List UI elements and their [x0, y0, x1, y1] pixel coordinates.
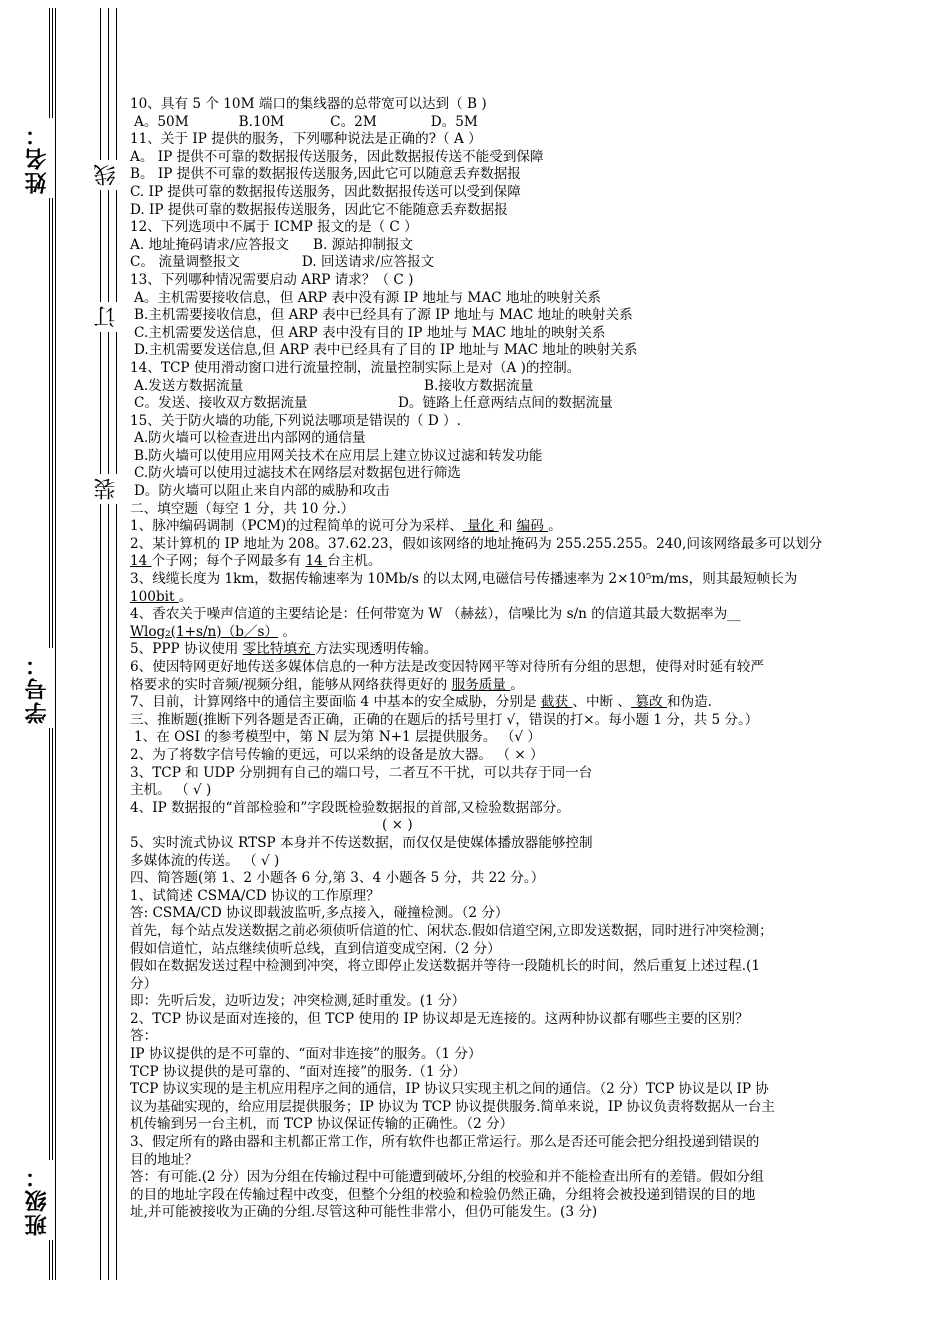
q11-option-a: A。 IP 提供不可靠的数据报传送服务，因此数据报传送不能受到保障: [130, 148, 544, 165]
short-2-answer-4: 议为基础实现的，给应用层提供服务；IP 协议为 TCP 协议提供服务.简单来说，IP 协议负责将数据从一台主: [130, 1098, 775, 1115]
judge-3-line-2: 主机。 （ √ ): [130, 782, 212, 799]
q15-option-a: A.防火墙可以检查进出内部网的通信量: [134, 430, 366, 447]
q10-option-a: A。50M: [134, 113, 189, 130]
fill-2-mid: 个子网；每个子网最多有: [151, 553, 306, 570]
q15-option-b: B.防火墙可以使用应用网关技术在应用层上建立协议过滤和转发功能: [134, 447, 543, 464]
q14-option-c: C。发送、接收双方数据流量: [134, 395, 308, 412]
fill-3-line-1: 3、线缆长度为 1km，数据传输速率为 10Mb/s 的以太网,电磁信号传播速率为 2×10⁵m/ms，则其最短帧长为: [130, 571, 798, 588]
short-1-answer-2: 首先，每个站点发送数据之前必须侦听信道的忙、闲状态.假如信道空闲,立即发送数据，同时进行冲突检测；: [130, 922, 773, 939]
seam-xian: 线: [91, 160, 122, 190]
fill-3-answer: 100bit: [130, 588, 179, 605]
exam-content: [130, 96, 910, 1222]
q11-option-b: B。 IP 提供不可靠的数据报传送服务,因此它可以随意丢弃数据报: [130, 166, 521, 183]
q12-stem: 12、下列选项中不属于 ICMP 报文的是（ C ）: [130, 219, 418, 236]
q15-stem: 15、关于防火墙的功能,下列说法哪项是错误的（ D ）.: [130, 412, 461, 429]
q12-options-ab: [130, 237, 910, 255]
q13-option-a: A。主机需要接收信息，但 ARP 表中没有源 IP 地址与 MAC 地址的映射关系: [134, 289, 602, 306]
judge-4-line-1: 4、IP 数据报的“首部检验和”字段既检验数据报的首部,又检验数据部分。: [130, 799, 570, 816]
fill-6-text: 格要求的实时音频/视频分组，能够从网络获得更好的: [130, 676, 452, 693]
fill-2-answer-2: 14: [305, 553, 328, 570]
short-2-answer-3: TCP 协议实现的是主机应用程序之间的通信，IP 协议只实现主机之间的通信。（2 分）TCP 协议是以 IP 协: [130, 1081, 769, 1098]
seam-ding: 订: [91, 302, 122, 332]
fill-2-answer-1: 14: [130, 553, 152, 570]
short-1-answer-3: 假如信道忙，站点继续侦听总线，直到信道变成空闲.（2 分）: [130, 940, 501, 957]
short-2-answer-1: IP 协议提供的是不可靠的、“面对非连接”的服务。（1 分）: [130, 1046, 482, 1063]
q12-option-d: D. 回送请求/应答报文: [301, 254, 435, 271]
q13-option-b: B.主机需要接收信息，但 ARP 表中已经具有了源 IP 地址与 MAC 地址的映射关系: [134, 307, 633, 324]
fill-7-answer-2: 篡改: [631, 694, 667, 711]
judge-5-line-1: 5、实时流式协议 RTSP 本身并不传送数据，而仅仅是使媒体播放器能够控制: [130, 834, 593, 851]
q13-option-d: D.主机需要发送信息,但 ARP 表中已经具有了目的 IP 地址与 MAC 地址的映射关系: [134, 342, 638, 359]
fill-heading: 二、填空题（每空 1 分，共 10 分.）: [130, 500, 355, 517]
fill-4-line-1: 4、香农关于噪声信道的主要结论是：任何带宽为 W （赫兹），信噪比为 s/n 的信道其最大数据率为__: [130, 606, 741, 623]
q12-option-a: A. 地址掩码请求/应答报文: [130, 236, 289, 253]
fill-4-line-2: [130, 624, 910, 642]
short-3-answer-2: 的目的地址字段在传输过程中改变，但整个分组的校验和检验仍然正确，分组将会被投递到错误的目的地: [130, 1186, 756, 1203]
short-2-answer-2: TCP 协议提供的是可靠的、“面对连接”的服务.（1 分）: [130, 1063, 466, 1080]
fill-2-line-2: [130, 553, 910, 571]
short-2-answer-0: 答：: [130, 1028, 158, 1045]
fill-7-post: 和伪造.: [666, 694, 713, 711]
fill-6-answer: 服务质量: [451, 676, 511, 693]
short-1-answer-5: 分）: [130, 975, 158, 992]
fill-7: [130, 694, 910, 712]
fill-5: [130, 641, 910, 659]
fill-7-mid: 、中断 、: [572, 694, 632, 711]
short-3-answer-3: 址,并可能被接收为正确的分组.尽管这种可能性非常小，但仍可能发生。(3 分): [130, 1204, 598, 1221]
judge-5-line-2: 多媒体流的传送。 （ √ ): [130, 852, 280, 869]
fill-2-post: 台主机。: [327, 553, 382, 570]
q14-option-b: B.接收方数据流量: [424, 377, 534, 394]
q15-option-c: C.防火墙可以使用过滤技术在网络层对数据包进行筛选: [134, 465, 461, 482]
short-3-question-1: 3、假定所有的路由器和主机都正常工作，所有软件也都正常运行。那么是否还可能会把分组投递到错误的: [130, 1134, 760, 1151]
fill-2-line-1: 2、某计算机的 IP 地址为 208。37.62.23，假如该网络的地址掩码为 255.255.255。240,问该网络最多可以划分: [130, 535, 823, 552]
q14-options-cd: [130, 395, 910, 413]
q10-option-c: C。2M: [330, 113, 377, 130]
margin-line-2: [52, 8, 53, 1280]
fill-5-text: 5、PPP 协议使用: [130, 641, 243, 658]
short-3-answer-1: 答：有可能.(2 分）因为分组在传输过程中可能遭到破坏,分组的校验和并不能检查出所有的差错。假如分组: [130, 1169, 764, 1186]
q10-option-b: B.10M: [238, 113, 285, 130]
q13-option-c: C.主机需要发送信息，但 ARP 表中没有目的 IP 地址与 MAC 地址的映射关系: [134, 324, 606, 341]
judge-heading: 三、推断题(推断下列各题是否正确，正确的在题后的括号里打 √，错误的打×。每小题 1 分，共 5 分。）: [130, 711, 759, 728]
short-1-question: 1、试简述 CSMA/CD 协议的工作原理？: [130, 887, 380, 904]
fill-1-mid: 和: [498, 518, 517, 535]
short-1-answer-6: 即：先听后发，边听边发；冲突检测,延时重发。(1 分）: [130, 993, 466, 1010]
fill-4-post: 。: [278, 623, 296, 640]
fill-3-line-2: [130, 589, 910, 607]
q12-option-c: C。 流量调整报文: [130, 254, 240, 271]
q10-option-d: D。5M: [430, 113, 478, 130]
short-3-question-2: 目的地址？: [130, 1151, 198, 1168]
judge-3-line-1: 3、TCP 和 UDP 分别拥有自己的端口号，二者互不干扰，可以共存于同一台: [130, 764, 593, 781]
short-1-answer-1: 答: CSMA/CD 协议即载波监听,多点接入，碰撞检测。（2 分）: [130, 905, 509, 922]
margin-line-1: [49, 8, 50, 1280]
margin-line-4: [100, 8, 101, 1280]
q14-option-a: A.发送方数据流量: [134, 377, 244, 394]
short-1-answer-4: 假如在数据发送过程中检测到冲突，将立即停止发送数据并等待一段随机长的时间，然后重复上述过程.(1: [130, 958, 760, 975]
q14-options-ab: [130, 378, 910, 396]
fill-5-post: 方法实现透明传输。: [315, 641, 438, 658]
judge-4-line-2: ( × ): [382, 817, 413, 834]
fill-4-answer: Wlog₂(1+s/n)（b／s）: [130, 623, 279, 640]
judge-1: 1、在 OSI 的参考模型中，第 N 层为第 N+1 层提供服务。 （√ ）: [134, 729, 542, 746]
fill-1-answer-2: 编码: [516, 518, 549, 535]
student-id-label: 学号：: [22, 648, 53, 728]
margin-line-6: [116, 8, 117, 1280]
class-label: 班级：: [22, 1160, 53, 1240]
q10-options: [130, 114, 910, 132]
fill-5-answer: 零比特填充: [242, 641, 315, 658]
short-heading: 四、简答题(第 1、2 小题各 6 分,第 3、4 小题各 5 分，共 22 分。）: [130, 870, 545, 887]
q11-option-d: D. IP 提供可靠的数据报传送服务，因此它不能随意丢弃数据报: [130, 201, 508, 218]
margin-line-5: [108, 8, 109, 1280]
fill-1-answer-1: 量化: [462, 518, 499, 535]
q14-stem: 14、TCP 使用滑动窗口进行流量控制，流量控制实际上是对（A )的控制。: [130, 359, 581, 376]
short-2-question: 2、TCP 协议是面对连接的，但 TCP 使用的 IP 协议却是无连接的。这两种协议都有哪些主要的区别？: [130, 1010, 749, 1027]
fill-1: [130, 518, 910, 536]
fill-6-line-2: [130, 677, 910, 695]
fill-3-post: 。: [178, 588, 193, 605]
q15-option-d: D。防火墙可以阻止来自内部的威胁和攻击: [134, 483, 390, 500]
fill-6-post: 。: [510, 676, 524, 693]
q11-stem: 11、关于 IP 提供的服务，下列哪种说法是正确的?（ A ）: [130, 131, 482, 148]
fill-1-text: 1、脉冲编码调制（PCM)的过程简单的说可分为采样、: [130, 518, 463, 535]
q13-stem: 13、下列哪种情况需要启动 ARP 请求？（ C ): [130, 271, 414, 288]
name-label: 姓名：: [22, 118, 53, 198]
q12-options-cd: [130, 254, 910, 272]
fill-7-text: 7、目前，计算网络中的通信主要面临 4 中基本的安全威胁，分别是: [130, 694, 541, 711]
q12-option-b: B. 源站抑制报文: [312, 236, 414, 253]
short-2-answer-5: 机传输到另一台主机，而 TCP 协议保证传输的正确性。（2 分）: [130, 1116, 514, 1133]
q11-option-c: C. IP 提供可靠的数据报传送服务，因此数据报传送可以受到保障: [130, 183, 521, 200]
margin-line-3: [55, 8, 56, 1280]
binding-margin: [0, 0, 125, 1342]
fill-7-answer-1: 截获: [540, 694, 573, 711]
q10-stem: 10、具有 5 个 10M 端口的集线器的总带宽可以达到（ B ): [130, 96, 487, 112]
q14-option-d: D。链路上任意两结点间的数据流量: [398, 395, 613, 412]
fill-6-line-1: 6、使因特网更好地传送多媒体信息的一种方法是改变因特网平等对待所有分组的思想，使得对时延有较严: [130, 659, 764, 675]
judge-2: 2、为了将数字信号传输的更远，可以采纳的设备是放大器。 （ × ）: [130, 746, 544, 763]
fill-1-post: 。: [548, 518, 562, 535]
seam-zhuang: 装: [91, 474, 122, 504]
